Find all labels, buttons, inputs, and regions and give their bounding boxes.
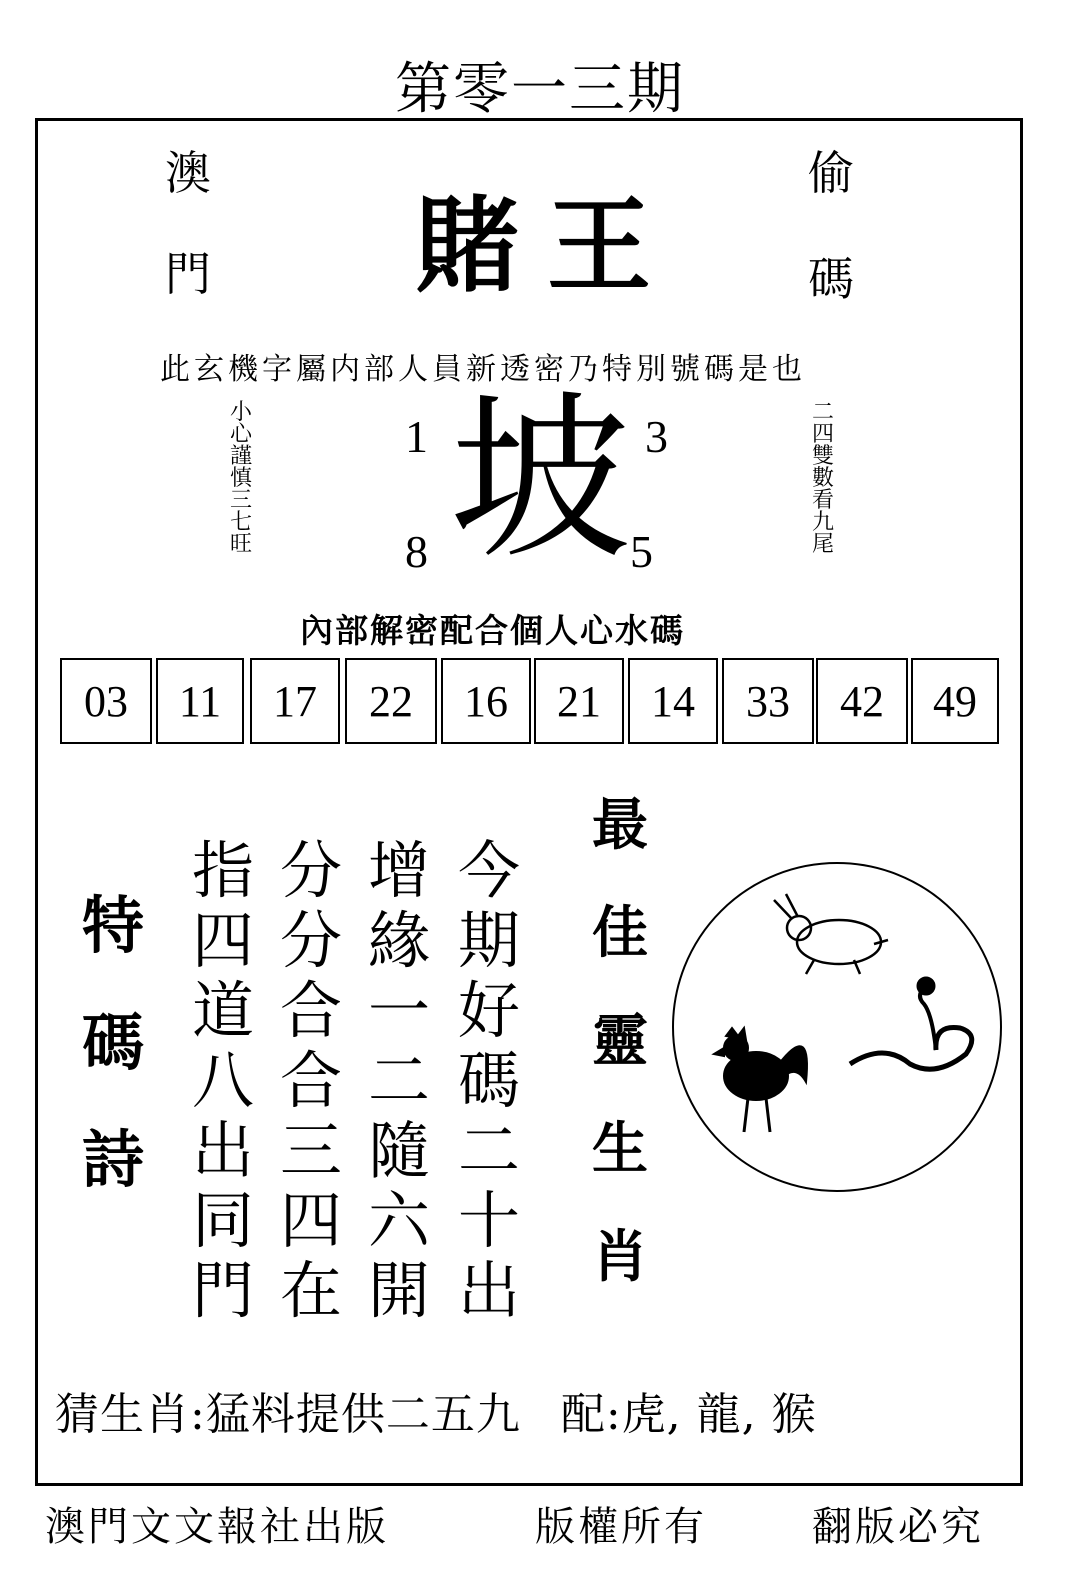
- combo-title: 內部解密配合個人心水碼: [300, 611, 685, 650]
- number-box: 21: [534, 658, 624, 744]
- poem-line-2: 增 緣 一 二 隨 六 開: [368, 834, 431, 1327]
- side-label-left: [165, 146, 211, 352]
- side-right-char: 偷: [808, 146, 854, 200]
- guess-match: 配:虎, 龍, 猴: [560, 1389, 817, 1440]
- poem-line-4: 指 四 道 八 出 同 門: [192, 834, 255, 1327]
- number-box: 49: [911, 658, 999, 744]
- tagline: 此玄機字屬内部人員新透密乃特別號碼是也: [160, 352, 806, 387]
- number-box: 03: [60, 658, 152, 744]
- number-box: 16: [441, 658, 531, 744]
- issue-title: 第零一三期: [395, 57, 685, 122]
- hint-left: 小 心 謹 慎 三 七 旺: [230, 400, 253, 557]
- guess-prefix: 猜生肖:猛料提供二五九: [55, 1389, 521, 1440]
- poem-label: 特 碼 詩: [82, 889, 145, 1196]
- riddle-character: 坡: [450, 375, 631, 584]
- number-box: 22: [345, 658, 437, 744]
- digit-top-right: 3: [645, 411, 668, 462]
- hint-right: 二 四 雙 數 看 九 尾: [812, 400, 835, 557]
- snake-icon: [850, 979, 972, 1069]
- side-label-right: [808, 146, 854, 362]
- number-row: [60, 658, 1002, 748]
- number-box: 33: [722, 658, 814, 744]
- rooster-icon: [714, 1028, 807, 1132]
- zodiac-circle: [672, 862, 1002, 1192]
- footer-publisher: 澳門文文報社出版: [45, 1504, 389, 1550]
- side-left-char: 門: [165, 247, 211, 301]
- poem-line-1: 今 期 好 碼 二 十 出: [458, 834, 521, 1327]
- digit-top-left: 1: [405, 411, 428, 462]
- number-box: 42: [816, 658, 908, 744]
- number-box: 11: [156, 658, 244, 744]
- number-box: 17: [250, 658, 340, 744]
- guess-zodiac-line: [55, 1378, 817, 1442]
- side-left-char: 澳: [165, 146, 211, 200]
- side-right-char: 碼: [808, 252, 854, 306]
- main-title: 賭王: [415, 185, 680, 307]
- poem-line-3: 分 分 合 合 三 四 在: [280, 834, 343, 1327]
- footer-warning: 翻版必究: [812, 1504, 984, 1550]
- digit-bottom-right: 5: [630, 526, 653, 577]
- footer-copyright: 版權所有: [535, 1504, 707, 1550]
- lucky-zodiac-label: 最 佳 靈 生 肖: [592, 793, 648, 1290]
- digit-bottom-left: 8: [405, 526, 428, 577]
- number-box: 14: [628, 658, 718, 744]
- rabbit-icon: [774, 894, 888, 974]
